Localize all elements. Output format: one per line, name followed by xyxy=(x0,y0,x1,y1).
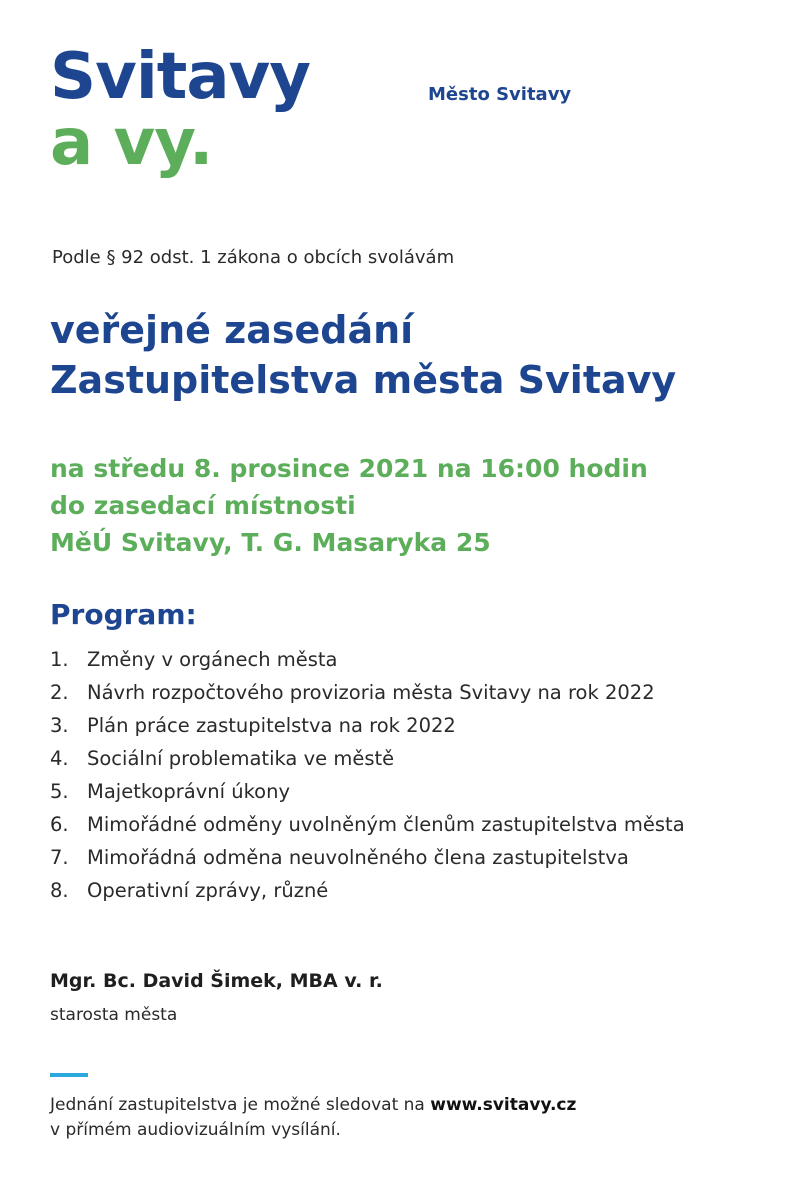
program-item-number: 8. xyxy=(50,879,69,902)
program-item-number: 1. xyxy=(50,648,69,671)
signer-name: Mgr. Bc. David Šimek, MBA v. r. xyxy=(50,970,383,992)
meeting-room: do zasedací místnosti xyxy=(50,491,356,520)
program-item-text: Operativní zprávy, různé xyxy=(87,879,329,902)
program-item xyxy=(50,775,685,808)
intro-text: Podle § 92 odst. 1 zákona o obcích svolávám xyxy=(52,247,455,268)
program-item xyxy=(50,742,685,775)
svitavy-logo xyxy=(50,40,310,180)
title-line-2: Zastupitelstva města Svitavy xyxy=(50,358,677,402)
meeting-address: MěÚ Svitavy, T. G. Masaryka 25 xyxy=(50,528,491,557)
logo-text-svitavy: Svitavy xyxy=(50,40,310,114)
program-item-number: 2. xyxy=(50,681,69,704)
program-list xyxy=(50,643,685,907)
program-item-text: Mimořádné odměny uvolněným členům zastupitelstva města xyxy=(87,813,685,836)
program-item-number: 5. xyxy=(50,780,69,803)
page-title xyxy=(50,305,676,405)
logo-text-a-vy: a vy. xyxy=(50,106,213,180)
footer-line-2: v přímém audiovizuálním vysílání. xyxy=(50,1120,341,1140)
accent-divider xyxy=(50,1073,88,1077)
footer-text: Jednání zastupitelstva je možné sledovat na xyxy=(50,1095,431,1115)
title-line-1: veřejné zasedání xyxy=(50,308,414,352)
program-item-text: Sociální problematika ve městě xyxy=(87,747,395,770)
program-item-number: 3. xyxy=(50,714,69,737)
footer-website-link[interactable]: www.svitavy.cz xyxy=(430,1095,577,1115)
program-item-text: Plán práce zastupitelstva na rok 2022 xyxy=(87,714,456,737)
signer-role: starosta města xyxy=(50,1005,178,1025)
program-item xyxy=(50,874,685,907)
program-item-number: 7. xyxy=(50,846,69,869)
program-item-text: Návrh rozpočtového provizoria města Svitavy na rok 2022 xyxy=(87,681,655,704)
footer-line-1 xyxy=(50,1093,576,1118)
program-item-number: 4. xyxy=(50,747,69,770)
program-item-text: Mimořádná odměna neuvolněného člena zastupitelstva xyxy=(87,846,629,869)
program-item xyxy=(50,676,685,709)
program-item xyxy=(50,709,685,742)
city-name: Město Svitavy xyxy=(428,84,572,105)
meeting-details xyxy=(50,450,648,561)
program-item-text: Majetkoprávní úkony xyxy=(87,780,291,803)
program-item xyxy=(50,808,685,841)
program-heading: Program: xyxy=(50,598,197,631)
footer-note xyxy=(50,1093,576,1143)
program-item-text: Změny v orgánech města xyxy=(87,648,338,671)
program-item-number: 6. xyxy=(50,813,69,836)
program-item xyxy=(50,643,685,676)
program-item xyxy=(50,841,685,874)
meeting-date-time: na středu 8. prosince 2021 na 16:00 hodin xyxy=(50,454,648,483)
